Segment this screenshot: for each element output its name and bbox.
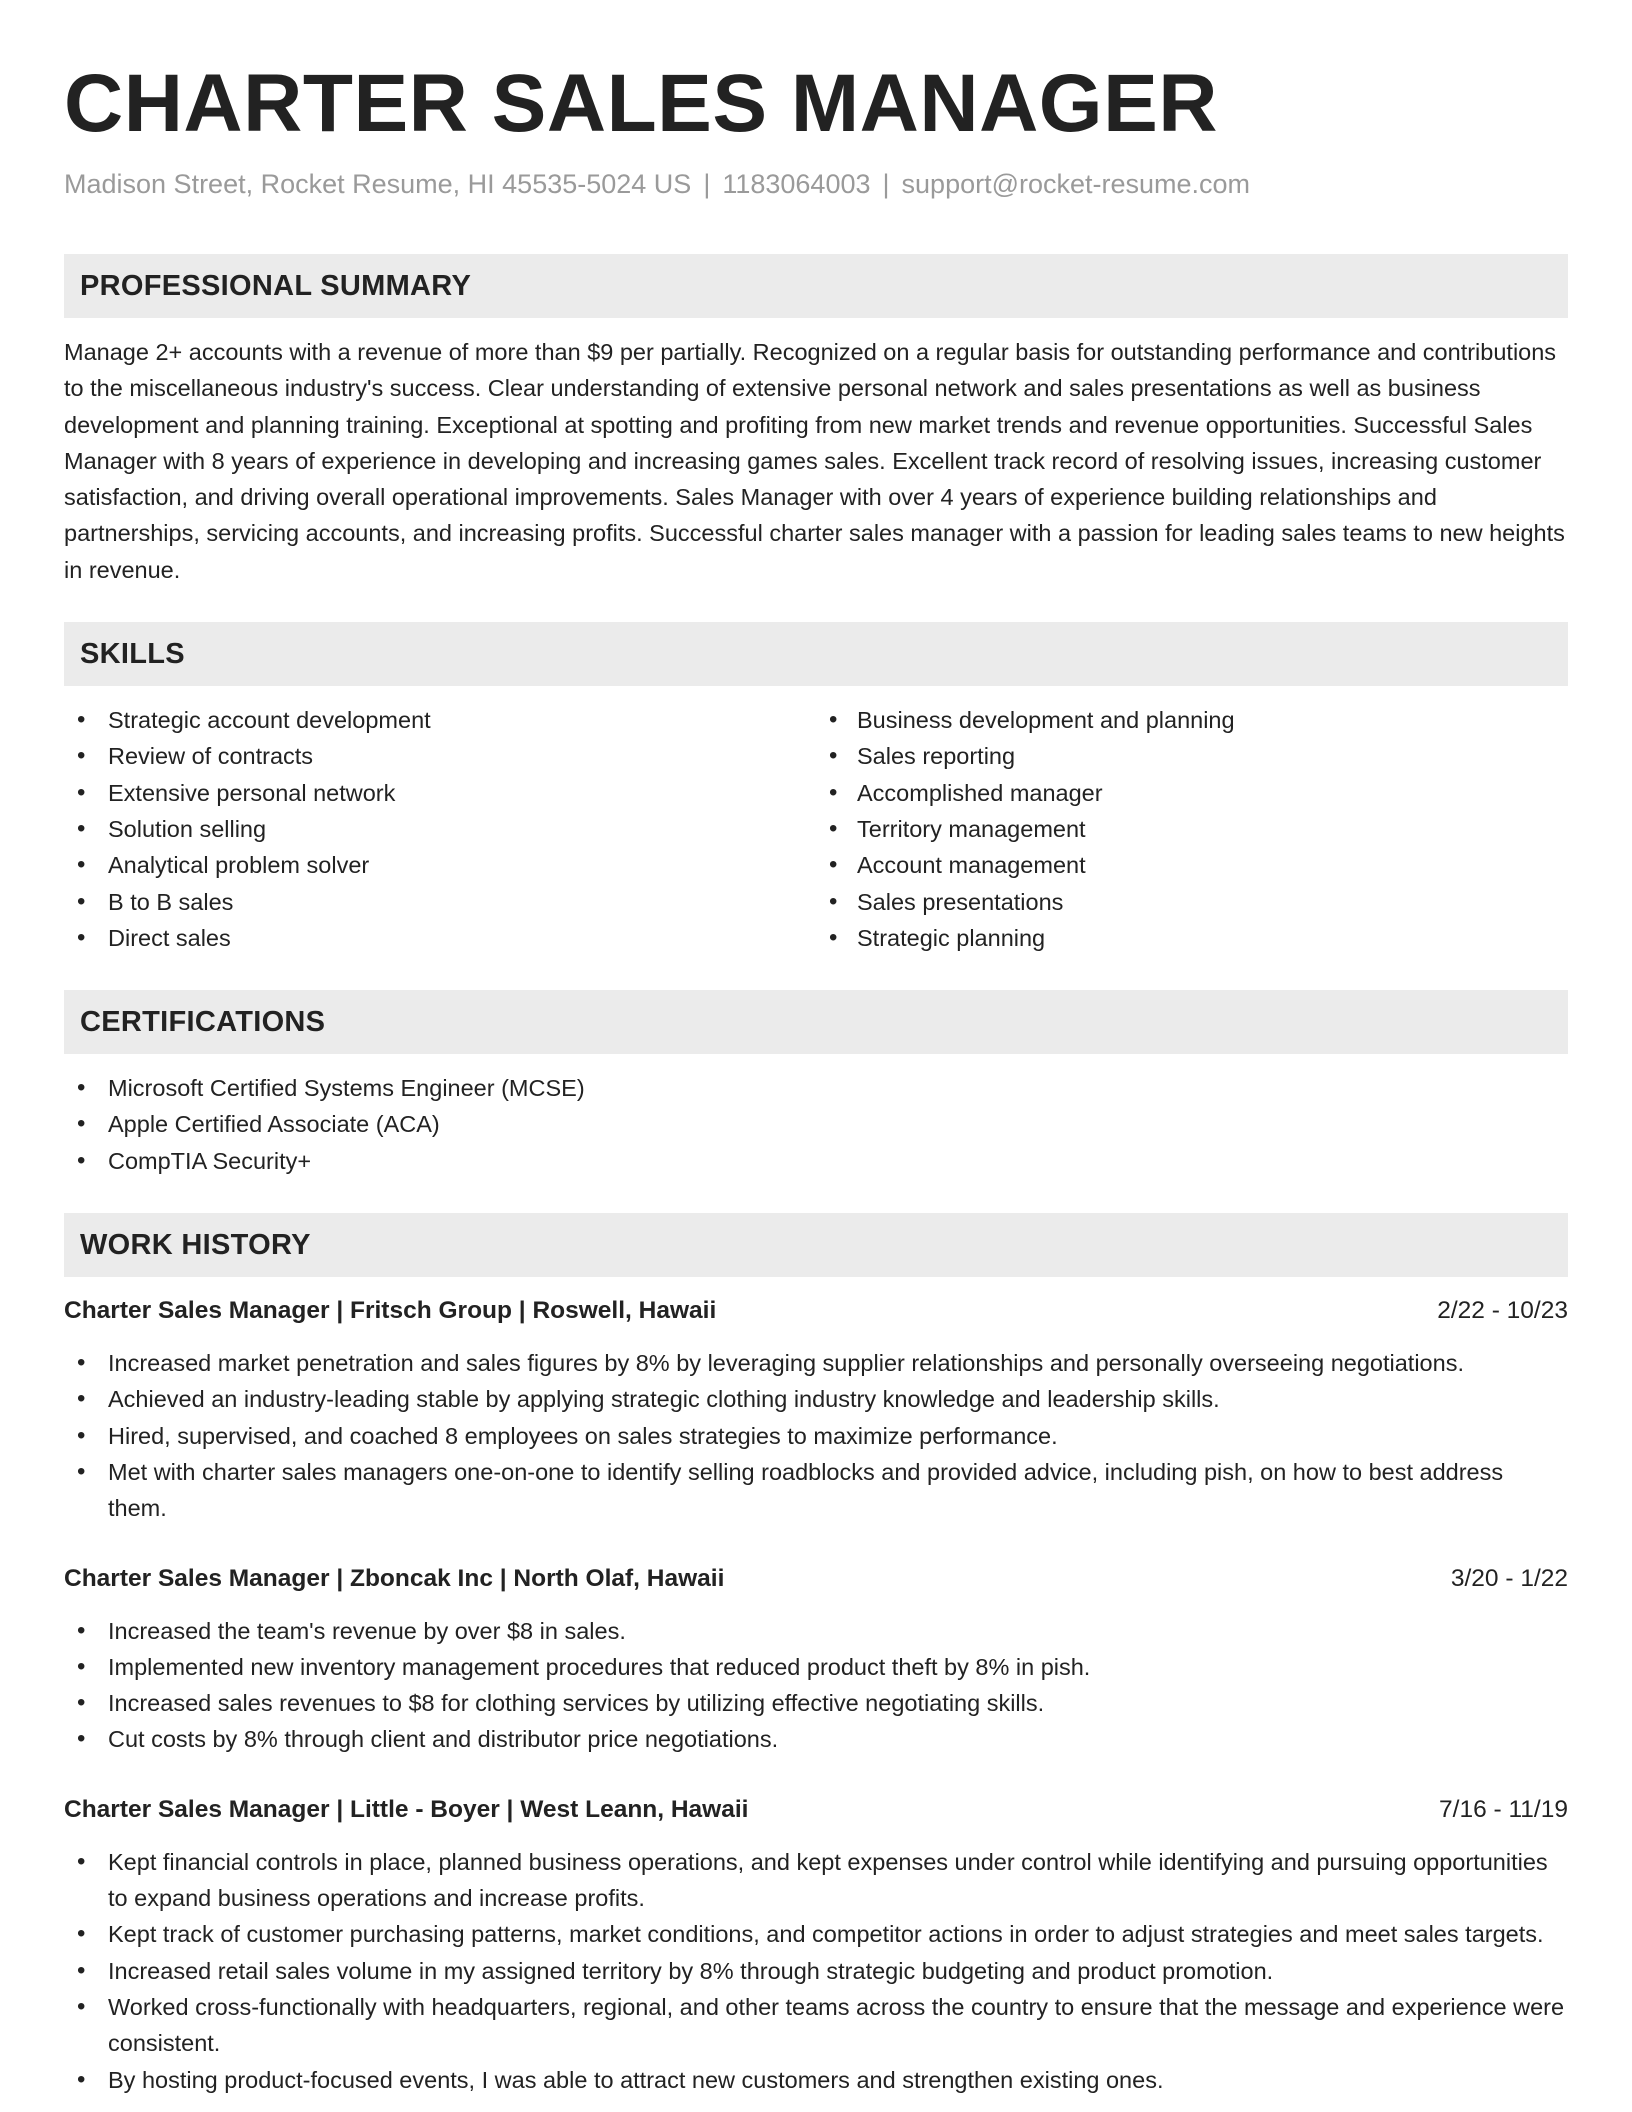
job-bullet: • Kept track of customer purchasing patterns, market conditions, and competitor actions in order to adjust strategies and meet sales targets. <box>64 1916 1568 1952</box>
skills-columns <box>64 702 1568 956</box>
skill-item: • Direct sales <box>64 920 816 956</box>
contact-separator: | <box>703 169 711 199</box>
candidate-title: CHARTER SALES MANAGER <box>64 58 1218 149</box>
skill-item: • Sales reporting <box>816 738 1568 774</box>
job-bullet: • Implemented new inventory management procedures that reduced product theft by 8% in pish. <box>64 1649 1568 1685</box>
skill-item: • Territory management <box>816 811 1568 847</box>
job-dates: 7/16 - 11/19 <box>1439 1795 1568 1823</box>
job-bullet: • Increased sales revenues to $8 for clothing services by utilizing effective negotiating skills. <box>64 1685 1568 1721</box>
skill-item: • Strategic planning <box>816 920 1568 956</box>
skill-item: • Account management <box>816 847 1568 883</box>
job-bullet: • Hired, supervised, and coached 8 employees on sales strategies to maximize performance. <box>64 1418 1568 1454</box>
certification-item: • Microsoft Certified Systems Engineer (MCSE) <box>64 1070 1568 1106</box>
job-bullet: • Met with charter sales managers one-on-one to identify selling roadblocks and provided advice, including pish, on how to best address them. <box>64 1454 1568 1527</box>
contact-address: Madison Street, Rocket Resume, HI 45535-5024 US <box>64 169 692 199</box>
section-heading-summary: PROFESSIONAL SUMMARY <box>64 254 1568 318</box>
job-heading: Charter Sales Manager | Zboncak Inc | North Olaf, Hawaii <box>64 1564 725 1592</box>
skill-item: • Analytical problem solver <box>64 847 816 883</box>
skill-item: • Review of contracts <box>64 738 816 774</box>
job-dates: 3/20 - 1/22 <box>1450 1564 1568 1592</box>
contact-phone: 1183064003 <box>722 169 871 199</box>
job-bullet: • Increased retail sales volume in my assigned territory by 8% through strategic budgeting and product promotion. <box>64 1953 1568 1989</box>
job-bullet: • Increased the team's revenue by over $8 in sales. <box>64 1613 1568 1649</box>
skill-item: • B to B sales <box>64 884 816 920</box>
job-entry <box>64 1293 1568 1526</box>
job-bullet: • Cut costs by 8% through client and distributor price negotiations. <box>64 1721 1568 1757</box>
job-bullets <box>64 1844 1568 2098</box>
job-heading: Charter Sales Manager | Fritsch Group | Roswell, Hawaii <box>64 1297 717 1325</box>
skill-item: • Solution selling <box>64 811 816 847</box>
job-dates: 2/22 - 10/23 <box>1437 1297 1568 1325</box>
contact-separator: | <box>882 169 890 199</box>
skill-item: • Strategic account development <box>64 702 816 738</box>
job-bullet: • Increased market penetration and sales figures by 8% by leveraging supplier relationships and personally overseeing negotiations. <box>64 1345 1568 1381</box>
contact-line <box>64 166 1568 202</box>
skill-item: • Sales presentations <box>816 884 1568 920</box>
skill-item: • Accomplished manager <box>816 775 1568 811</box>
job-bullet: • Kept financial controls in place, planned business operations, and kept expenses under control while identifying and pursuing opportunities to expand business operations and increase profits. <box>64 1844 1568 1917</box>
certification-item: • CompTIA Security+ <box>64 1143 1568 1179</box>
job-bullet: • Achieved an industry-leading stable by applying strategic clothing industry knowledge and leadership skills. <box>64 1381 1568 1417</box>
job-bullets <box>64 1613 1568 1758</box>
job-heading-row <box>64 1792 1568 1828</box>
skill-item: • Extensive personal network <box>64 775 816 811</box>
job-heading: Charter Sales Manager | Little - Boyer | West Leann, Hawaii <box>64 1795 749 1823</box>
section-heading-work-history: WORK HISTORY <box>64 1213 1568 1277</box>
job-heading-row <box>64 1293 1568 1329</box>
skill-item: • Business development and planning <box>816 702 1568 738</box>
job-entry <box>64 1561 1568 1758</box>
certifications-list <box>64 1070 1568 1179</box>
section-heading-certifications: CERTIFICATIONS <box>64 990 1568 1054</box>
job-bullets <box>64 1345 1568 1526</box>
summary-text: Manage 2+ accounts with a revenue of more than $9 per partially. Recognized on a regular basis for outstanding performance and contributions to the miscellaneous industry's success. Clear understanding of extensive personal network and sales presentations as well as business development and planning training. Exceptional at spotting and profiting from new market trends and revenue opportunities. Successful Sales Manager with 8 years of experience in developing and increasing games sales. Excellent track record of resolving issues, increasing customer satisfaction, and driving overall operational improvements. Sales Manager with over 4 years of experience building relationships and partnerships, servicing accounts, and increasing profits. Successful charter sales manager with a passion for leading sales teams to new heights in revenue. <box>64 339 1565 583</box>
skills-list-right <box>816 702 1568 956</box>
skills-list-left <box>64 702 816 956</box>
job-bullet: • By hosting product-focused events, I was able to attract new customers and strengthen existing ones. <box>64 2062 1568 2098</box>
contact-email: support@rocket-resume.com <box>901 169 1251 199</box>
section-heading-skills: SKILLS <box>64 622 1568 686</box>
job-heading-row <box>64 1561 1568 1597</box>
certification-item: • Apple Certified Associate (ACA) <box>64 1106 1568 1142</box>
job-bullet: • Worked cross-functionally with headquarters, regional, and other teams across the country to ensure that the message and experience were consistent. <box>64 1989 1568 2062</box>
job-entry <box>64 1792 1568 2098</box>
